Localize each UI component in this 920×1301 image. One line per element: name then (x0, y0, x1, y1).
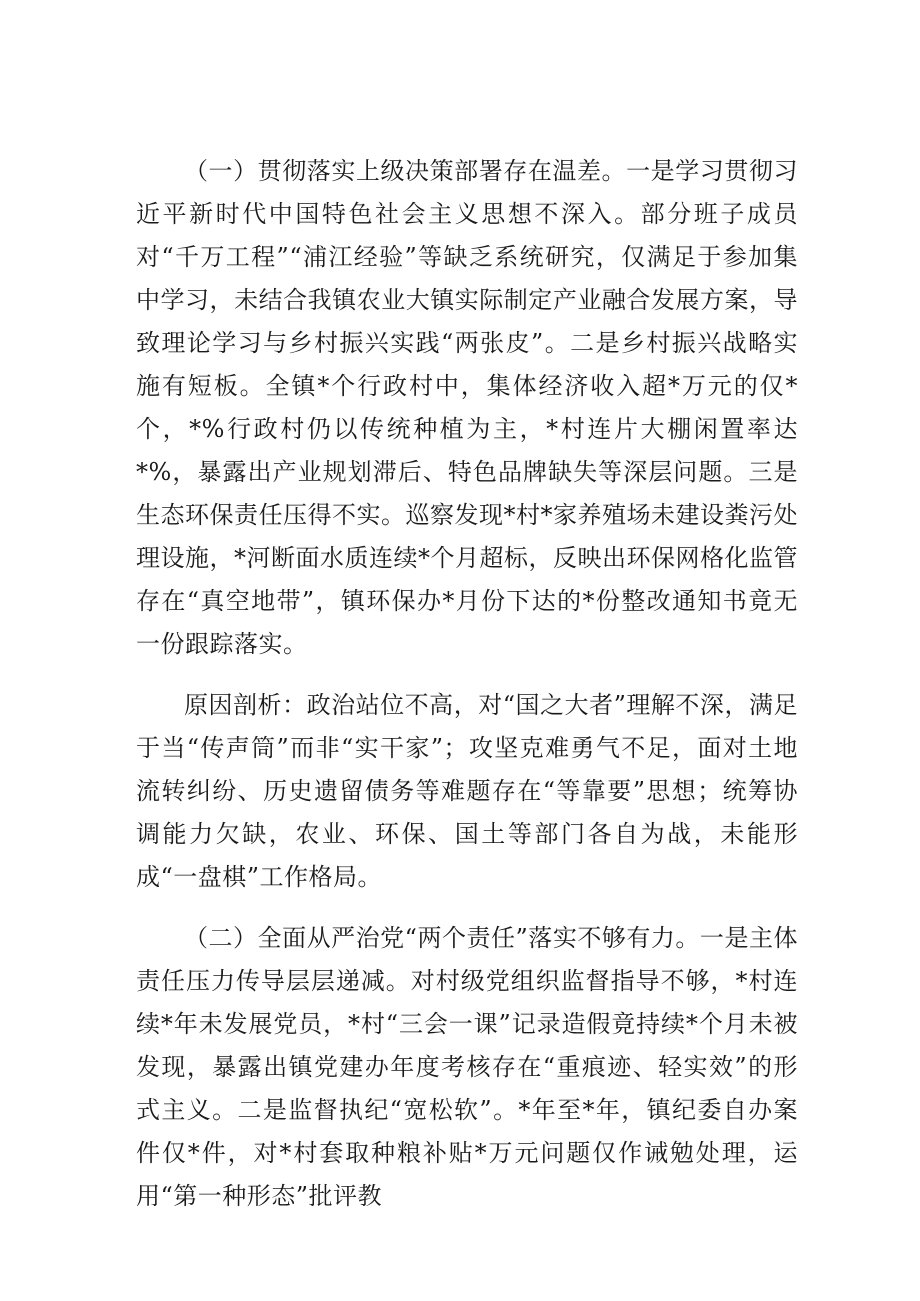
document-body (136, 150, 798, 1236)
paragraph-section-one: （一）贯彻落实上级决策部署存在温差。一是学习贯彻习近平新时代中国特色社会主义思想不深入。部分班子成员对“千万工程”“浦江经验”等缺乏系统研究，仅满足于参加集中学习，未结合我镇农业大镇实际制定产业融合发展方案，导致理论学习与乡村振兴实践“两张皮”。二是乡村振兴战略实施有短板。全镇*个行政村中，集体经济收入超*万元的仅*个，*%行政村仍以传统种植为主，*村连片大棚闲置率达*%，暴露出产业规划滞后、特色品牌缺失等深层问题。三是生态环保责任压得不实。巡察发现*村*家养殖场未建设粪污处理设施，*河断面水质连续*个月超标，反映出环保网格化监管存在“真空地带”，镇环保办*月份下达的*份整改通知书竟无一份跟踪落实。 (136, 157, 798, 658)
paragraph-section-two: （二）全面从严治党“两个责任”落实不够有力。一是主体责任压力传导层层递减。对村级党组织监督指导不够，*村连续*年未发展党员，*村“三会一课”记录造假竟持续*个月未被发现，暴露出镇党建办年度考核存在“重痕迹、轻实效”的形式主义。二是监督执纪“宽松软”。*年至*年，镇纪委自办案件仅*件，对*村套取种粮补贴*万元问题仅作诫勉处理，运用“第一种形态”批评教 (136, 924, 798, 1210)
paragraph-cause-analysis: 原因剖析：政治站位不高，对“国之大者”理解不深，满足于当“传声筒”而非“实干家”；攻坚克难勇气不足，面对土地流转纠纷、历史遗留债务等难题存在“等靠要”思想；统筹协调能力欠缺，农业、环保、国土等部门各自为战，未能形成“一盘棋”工作格局。 (136, 691, 798, 891)
